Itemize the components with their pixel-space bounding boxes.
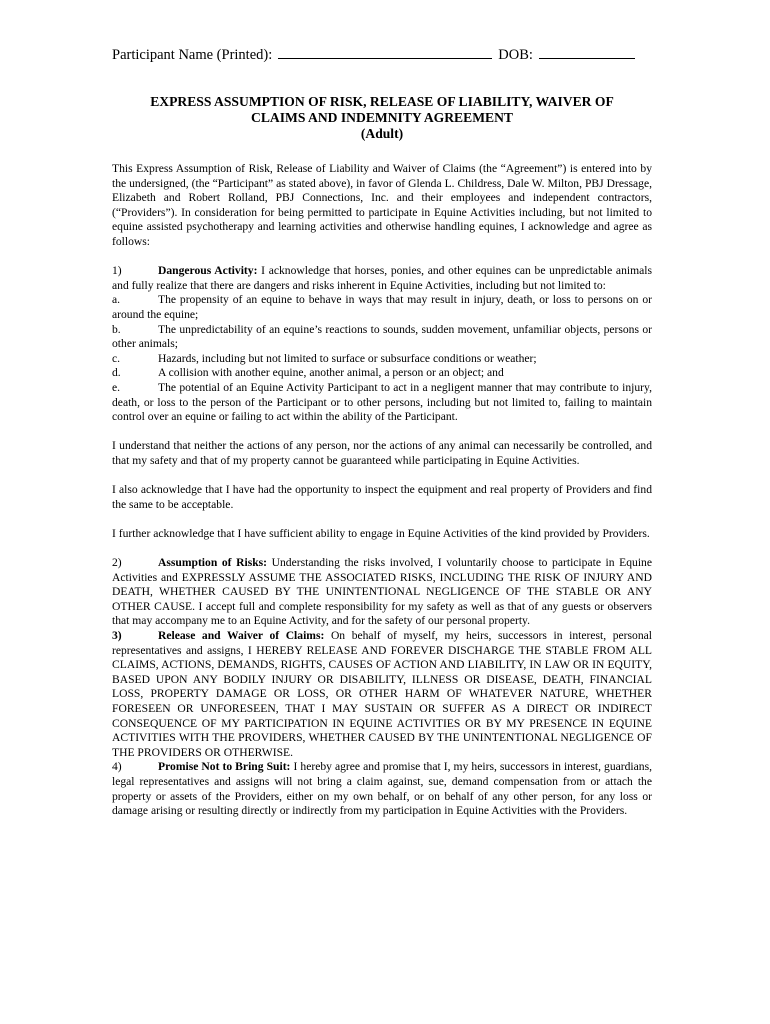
title-line-1: EXPRESS ASSUMPTION OF RISK, RELEASE OF LIABILITY, WAIVER OF — [150, 94, 614, 109]
section-2-heading: Assumption of Risks: — [158, 556, 268, 570]
title-line-3: (Adult) — [360, 126, 404, 141]
participant-name-blank[interactable] — [278, 46, 492, 59]
risk-item-d — [112, 366, 652, 381]
risk-item-text: The potential of an Equine Activity Participant to act in a negligent manner that may contribute to injury, death, or loss to the person of the Participant or to other persons, including but not limited to, failing to maintain control over an equine or failing to act within the ability of the Participant. — [112, 380, 652, 424]
section-4-paragraph — [112, 760, 652, 818]
risk-item-c — [112, 352, 652, 367]
section-2-paragraph — [112, 556, 652, 629]
participant-name-label: Participant Name (Printed): — [112, 47, 273, 63]
section-2-text: Understanding the risks involved, I voluntarily choose to participate in Equine Activities and EXPRESSLY ASSUME THE ASSOCIATED RISKS, INCLUDING THE RISK OF INJURY AND DEATH, WHETHER CAUSED BY THE UNINTENTIONAL NEGLIGENCE OF THE STABLE OR ANY OTHER CAUSE. I accept full and complete responsibility for my safety as well as that of any guests or observers that may accompany me to an Equine Activity, and for the safety of our personal property. — [112, 556, 652, 628]
understand-paragraph: I understand that neither the actions of any person, nor the actions of any animal can necessarily be controlled, and that my safety and that of my property cannot be guaranteed while participating in Equine Activities. — [112, 439, 652, 467]
risk-item-letter: e. — [112, 380, 121, 394]
risk-item-text: The unpredictability of an equine’s reactions to sounds, sudden movement, unfamiliar objects, persons or other animals; — [112, 322, 652, 351]
risk-item-text: The propensity of an equine to behave in ways that may result in injury, death, or loss to persons on or around the equine; — [112, 293, 652, 321]
ability-paragraph: I further acknowledge that I have sufficient ability to engage in Equine Activities of the kind provided by Providers. — [112, 526, 650, 540]
risk-item-letter: b. — [112, 322, 121, 336]
intro-paragraph: This Express Assumption of Risk, Release of Liability and Waiver of Claims (the “Agreement”) is entered into by the undersigned, (the “Participant” as stated above), in favor of Glenda L. Childress, Dale W. Milton, PBJ Dressage, Elizabeth and Robert Rolland, PBJ Connections, Inc. and their employees and independent contractors, (“Providers”). In consideration for being permitted to participate in Equine Activities including, but not limited to equine assisted psychotherapy and learning activities and otherwise handling equines, I acknowledge and agree as follows: — [112, 162, 652, 248]
risk-item-a — [112, 293, 652, 322]
section-1-heading: Dangerous Activity: — [158, 264, 258, 278]
risk-item-letter: c. — [112, 351, 121, 365]
section-3-heading: Release and Waiver of Claims: — [158, 629, 325, 642]
document-title — [112, 94, 652, 142]
dob-label: DOB: — [498, 47, 533, 63]
risk-item-b — [112, 323, 652, 352]
participant-header — [112, 46, 635, 64]
section-1-paragraph — [112, 264, 652, 293]
section-4-heading: Promise Not to Bring Suit: — [158, 760, 291, 774]
dob-blank[interactable] — [539, 46, 635, 59]
section-4-number: 4) — [112, 760, 122, 774]
risk-item-text: A collision with another equine, another animal, a person or an object; and — [158, 366, 504, 380]
title-line-2: CLAIMS AND INDEMNITY AGREEMENT — [251, 110, 513, 125]
section-3-paragraph — [112, 629, 652, 760]
section-1-number: 1) — [112, 264, 122, 278]
section-1-text: I acknowledge that horses, ponies, and other equines can be unpredictable animals and fully realize that there are dangers and risks inherent in Equine Activities, including but not limited to: — [112, 264, 652, 292]
risk-item-text: Hazards, including but not limited to surface or subsurface conditions or weather; — [158, 351, 537, 365]
section-3-text: On behalf of myself, my heirs, successors in interest, personal representatives and assigns, I HEREBY RELEASE AND FOREVER DISCHARGE THE STABLE FROM ALL CLAIMS, ACTIONS, DEMANDS, RIGHTS, CAUSES OF ACTION AND LIABILITY, IN LAW OR IN EQUITY, BASED UPON ANY BODILY INJURY OR DISABILITY, ILLNESS OR DISEASE, DEATH, FINANCIAL LOSS, PROPERTY DAMAGE OR LOSS, OR OTHER HARM OF WHATEVER NATURE, WHETHER FORESEEN OR UNFORESEEN, THAT I MAY SUSTAIN OR SUFFER AS A DIRECT OR INDIRECT CONSEQUENCE OF MY PARTICIPATION IN EQUINE ACTIVITIES OR BY MY PRESENCE IN EQUINE ACTIVITIES WITH THE PROVIDERS, WHETHER CAUSED BY THE UNINTENTIONAL NEGLIGENCE OF THE PROVIDERS OR OTHERWISE. — [112, 629, 652, 759]
inspect-paragraph: I also acknowledge that I have had the opportunity to inspect the equipment and real property of Providers and find the same to be acceptable. — [112, 483, 652, 511]
risk-item-letter: d. — [112, 366, 121, 380]
risk-item-e — [112, 381, 652, 425]
agreement-body — [112, 162, 652, 819]
section-3-number: 3) — [112, 629, 122, 642]
risk-item-letter: a. — [112, 293, 121, 307]
section-4-text: I hereby agree and promise that I, my heirs, successors in interest, guardians, legal representatives and assigns will not bring a claim against, sue, demand compensation from or attach the property or assets of the Providers, either on my own behalf, or on behalf of any other person, for any loss or damage arising or resulting directly or indirectly from my participation in Equine Activities with the Providers. — [112, 760, 652, 818]
section-2-number: 2) — [112, 556, 122, 570]
